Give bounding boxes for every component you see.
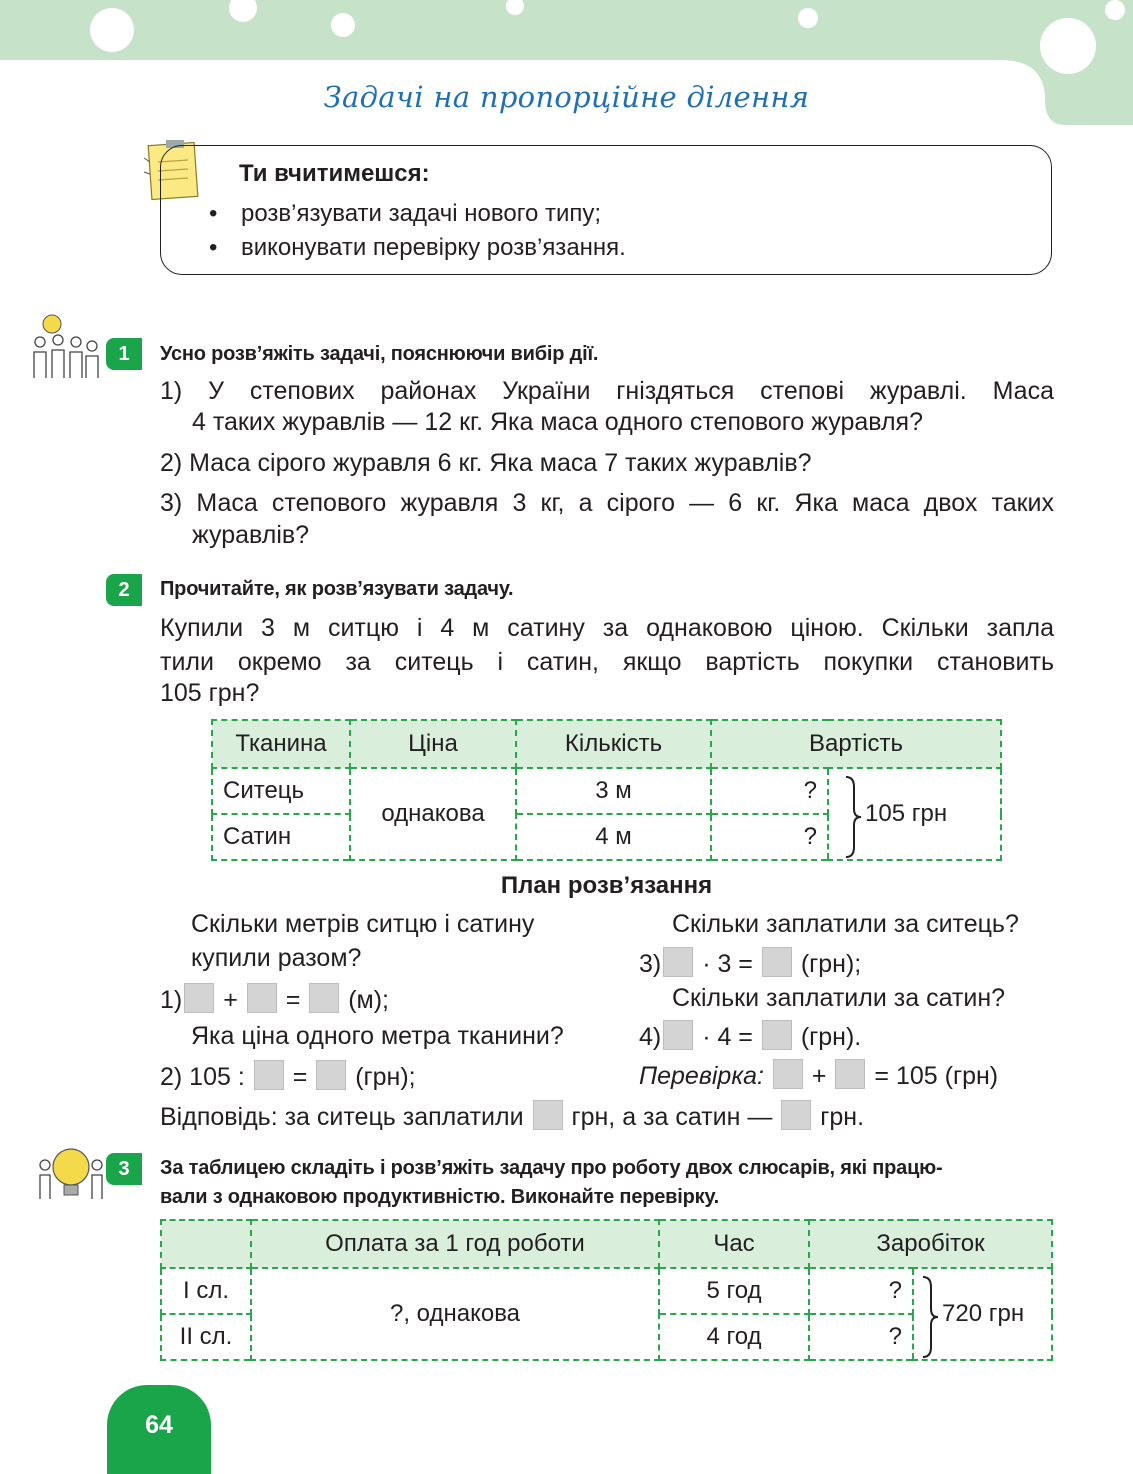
plan-step-3: 3) · 3 = (грн); <box>639 947 861 979</box>
table-header: Тканина <box>212 720 350 768</box>
task-number-badge: 2 <box>106 574 142 606</box>
brace-icon <box>843 775 863 859</box>
brace-icon <box>920 1275 940 1359</box>
table-cell: 5 год <box>659 1268 809 1314</box>
task-text: 3) Маса степового журавля 3 кг, а сірого — 6 кг. Яка маса двох таких <box>160 489 1054 517</box>
blank-box[interactable] <box>663 947 693 977</box>
task-heading: За таблицею складіть і розв’яжіть задачу про роботу двох слюсарів, які працю- <box>160 1157 943 1179</box>
task-number-badge: 1 <box>106 338 142 370</box>
task-heading: Усно розв’яжіть задачі, пояснюючи вибір дії. <box>160 343 599 365</box>
plan-step-4: 4) · 4 = (грн). <box>639 1020 861 1052</box>
plan-question: купили разом? <box>191 944 362 972</box>
learning-goals-box <box>160 145 1052 275</box>
workers-table <box>160 1219 1053 1361</box>
plan-check: Перевірка: + = 105 (грн) <box>639 1059 998 1091</box>
blank-box[interactable] <box>309 983 339 1013</box>
blank-box[interactable] <box>762 1020 792 1050</box>
table-header: Оплата за 1 год роботи <box>251 1220 659 1268</box>
plan-question: Скільки заплатили за ситець? <box>672 910 1019 938</box>
blank-box[interactable] <box>762 947 792 977</box>
table-header: Час <box>659 1220 809 1268</box>
table-cell: ? <box>711 814 828 860</box>
task-text: 105 грн? <box>160 679 260 707</box>
plan-question: Скільки метрів ситцю і сатину <box>191 910 535 938</box>
table-cell: ? <box>809 1314 913 1360</box>
blank-box[interactable] <box>247 983 277 1013</box>
table-header: Заробіток <box>809 1220 1052 1268</box>
task-number-badge: 3 <box>106 1153 142 1185</box>
task-text: Купили 3 м ситцю і 4 м сатину за однаковою ціною. Скільки запла <box>160 614 1054 642</box>
table-cell-total: 105 грн <box>828 768 1001 860</box>
table-cell: II сл. <box>161 1314 251 1360</box>
table-cell: однакова <box>350 768 516 860</box>
answer-line: Відповідь: за ситець заплатили грн, а за сатин — грн. <box>160 1100 864 1132</box>
table-cell: Сатин <box>212 814 350 860</box>
task-text: 1) У степових районах України гніздяться степові журавлі. Маса <box>160 377 1054 405</box>
blank-box[interactable] <box>316 1060 346 1090</box>
table-cell: 4 год <box>659 1314 809 1360</box>
task-text: журавлів? <box>192 521 310 549</box>
plan-step-2: 2) 105 : = (грн); <box>160 1060 416 1092</box>
table-header: Ціна <box>350 720 516 768</box>
page-title: Задачі на пропорційне ділення <box>323 80 810 114</box>
fabric-table <box>211 719 1002 861</box>
plan-question: Скільки заплатили за сатин? <box>672 984 1006 1012</box>
task-text: тили окремо за ситець і сатин, якщо вартість покупки становить <box>160 648 1054 676</box>
table-cell: I сл. <box>161 1268 251 1314</box>
table-cell: 4 м <box>516 814 711 860</box>
learn-item: • виконувати перевірку розв’язання. <box>211 234 626 262</box>
task-text: 2) Маса сірого журавля 6 кг. Яка маса 7 таких журавлів? <box>160 449 812 477</box>
blank-box[interactable] <box>773 1059 803 1089</box>
blank-box[interactable] <box>254 1060 284 1090</box>
blank-box[interactable] <box>781 1100 811 1130</box>
group-thinking-icon <box>28 312 104 380</box>
plan-title: План розв’язання <box>500 872 713 899</box>
blank-box[interactable] <box>835 1059 865 1089</box>
table-header <box>161 1220 251 1268</box>
table-cell: ? <box>809 1268 913 1314</box>
table-cell: Ситець <box>212 768 350 814</box>
lightbulb-group-icon <box>36 1145 106 1201</box>
table-header: Вартість <box>711 720 1001 768</box>
plan-question: Яка ціна одного метра тканини? <box>191 1022 564 1050</box>
table-cell: ? <box>711 768 828 814</box>
blank-box[interactable] <box>533 1100 563 1130</box>
task-heading: Прочитайте, як розв’язувати задачу. <box>160 578 514 600</box>
task-text: 4 таких журавлів — 12 кг. Яка маса одного степового журавля? <box>192 408 923 436</box>
blank-box[interactable] <box>184 983 214 1013</box>
blank-box[interactable] <box>663 1020 693 1050</box>
plan-step-1: 1) + = (м); <box>160 983 389 1015</box>
page-number: 64 <box>107 1385 211 1474</box>
task-heading: вали з однаковою продуктивністю. Виконайте перевірку. <box>160 1186 719 1208</box>
learn-heading: Ти вчитимешся: <box>239 160 430 187</box>
learn-item: • розв’язувати задачі нового типу; <box>211 200 601 228</box>
table-cell-total: 720 грн <box>913 1268 1052 1360</box>
table-header: Кількість <box>516 720 711 768</box>
table-cell: ?, однакова <box>251 1268 659 1360</box>
table-cell: 3 м <box>516 768 711 814</box>
